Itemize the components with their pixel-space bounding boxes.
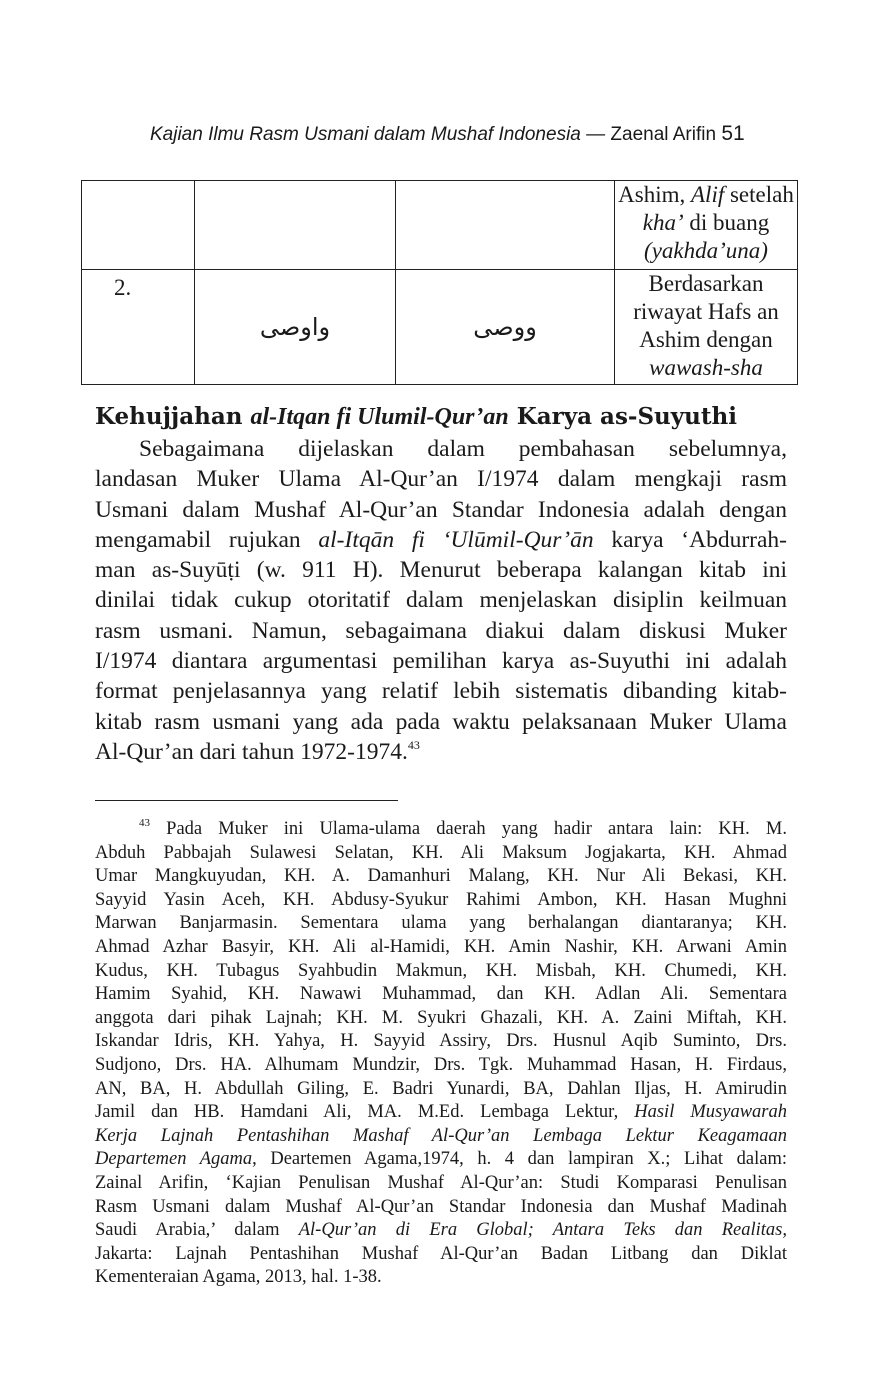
footnote-line: Kerja Lajnah Pentashihan Mashaf Al-Qur’an Lembaga Lektur Keagamaan	[95, 1125, 787, 1146]
arabic-word: ووصى	[473, 312, 537, 341]
footnote-line: AN, BA, H. Abdullah Giling, E. Badri Yunardi, BA, Dahlan Iljas, H. Amirudin	[95, 1078, 787, 1099]
footnote	[95, 818, 787, 1290]
header-title: Kajian Ilmu Rasm Usmani dalam Mushaf Indonesia	[150, 124, 581, 145]
footnote-line: Zainal Arifin, ‘Kajian Penulisan Mushaf Al-Qur’an: Studi Komparasi Penulisan	[95, 1172, 787, 1193]
table-cell-arabic	[195, 270, 396, 385]
footnote-line: Rasm Usmani dalam Mushaf Al-Qur’an Standar Indonesia dan Mushaf Madinah	[95, 1196, 787, 1217]
text-line: format penjelasannya yang relatif lebih sistematis dibanding kitab-	[95, 678, 787, 705]
footnote-line: Iskandar Idris, KH. Yahya, H. Sayyid Assiry, Drs. Husnul Aqib Suminto, Drs.	[95, 1031, 787, 1052]
table-cell-description: Ashim, Alif setelah kha’ di buang (yakhda’una)	[615, 181, 798, 270]
footnote-line: $^{43}$ Pada Muker ini Ulama-ulama daerah yang hadir antara lain: KH. M.	[139, 817, 787, 839]
footnote-line: Jakarta: Lajnah Pentashihan Mushaf Al-Qur’an Badan Litbang dan Diklat	[95, 1243, 787, 1264]
footnote-line: Hamim Syahid, KH. Nawawi Muhammad, dan KH. Adlan Ali. Sementara	[95, 984, 787, 1005]
footnote-divider	[95, 800, 398, 801]
footnote-line: Kudus, KH. Tubagus Syahbudin Makmun, KH. Misbah, KH. Chumedi, KH.	[95, 960, 787, 981]
text-line: Sebagaimana dijelaskan dalam pembahasan sebelumnya,	[139, 436, 787, 462]
text-line: I/1974 diantara argumentasi pemilihan karya as-Suyuthi ini adalah	[95, 648, 787, 675]
footnote-line: Ahmad Azhar Basyir, KH. Ali al-Hamidi, KH. Amin Nashir, KH. Arwani Amin	[95, 936, 787, 957]
text-line: mengamabil rujukan al-Itqān fi ‘Ulūmil-Qur’ān karya ‘Abdurrah-	[95, 526, 787, 553]
table-row	[82, 181, 798, 270]
body-paragraph	[95, 434, 787, 767]
table-cell-description: Berdasarkan riwayat Hafs an Ashim dengan wawash-sha	[615, 270, 798, 385]
rasm-table	[81, 180, 798, 385]
footnote-line: Kementeraian Agama, 2013, hal. 1-38.	[95, 1267, 382, 1288]
section-heading: Kehujjahan al-Itqan fi Ulumil-Qur’an Karya as-Suyuthi	[95, 403, 737, 430]
text-line: rasm usmani. Namun, sebagaimana diakui dalam diskusi Muker	[95, 617, 787, 644]
text-line: Usmani dalam Mushaf Al-Qur’an Standar Indonesia adalah dengan	[95, 496, 787, 523]
table-cell-number	[82, 181, 195, 270]
running-header	[150, 122, 790, 146]
footnote-line: Marwan Banjarmasin. Sementara ulama yang berhalangan diantaranya; KH.	[95, 913, 787, 934]
text-line: Al-Qur’an dari tahun 1972-1974.43	[95, 737, 420, 765]
footnote-line: Sudjono, Drs. HA. Alhumam Mundzir, Drs. Tgk. Muhammad Hasan, H. Firdaus,	[95, 1054, 787, 1075]
footnote-line: Departemen Agama, Deartemen Agama,1974, h. 4 dan lampiran X.; Lihat dalam:	[95, 1149, 787, 1170]
footnote-line: Abduh Pabbajah Sulawesi Selatan, KH. Ali Maksum Jogjakarta, KH. Ahmad	[95, 842, 787, 863]
footnote-ref[interactable]: 43	[407, 737, 420, 752]
text-line: dinilai tidak cukup otoritatif dalam menjelaskan disiplin keilmuan	[95, 587, 787, 614]
arabic-word: واوصى	[259, 312, 331, 341]
text-line: landasan Muker Ulama Al-Qur’an I/1974 dalam mengkaji rasm	[95, 466, 787, 493]
table-cell-number: 2.	[82, 270, 195, 385]
footnote-line: Jamil dan HB. Hamdani Ali, MA. M.Ed. Lembaga Lektur, Hasil Musyawarah	[95, 1102, 787, 1123]
page-number: 51	[721, 122, 745, 145]
table-cell-arabic	[396, 181, 615, 270]
footnote-number: 43	[139, 817, 150, 829]
table-row	[82, 270, 798, 385]
table-cell-arabic	[396, 270, 615, 385]
footnote-line: Umar Mangkuyudan, KH. A. Damanhuri Malang, KH. Nur Ali Bekasi, KH.	[95, 866, 787, 887]
footnote-line: anggota dari pihak Lajnah; KH. M. Syukri Ghazali, KH. A. Zaini Miftah, KH.	[95, 1007, 787, 1028]
header-author: — Zaenal Arifin	[586, 124, 717, 145]
footnote-line: Sayyid Yasin Aceh, KH. Abdusy-Syukur Rahimi Ambon, KH. Hasan Mughni	[95, 889, 787, 910]
footnote-line: Saudi Arabia,’ dalam Al-Qur’an di Era Global; Antara Teks dan Realitas,	[95, 1220, 787, 1241]
text-line: man as-Suyūṭi (w. 911 H). Menurut beberapa kalangan kitab ini	[95, 557, 787, 584]
table-cell-arabic	[195, 181, 396, 270]
text-line: kitab rasm usmani yang ada pada waktu pelaksanaan Muker Ulama	[95, 708, 787, 735]
